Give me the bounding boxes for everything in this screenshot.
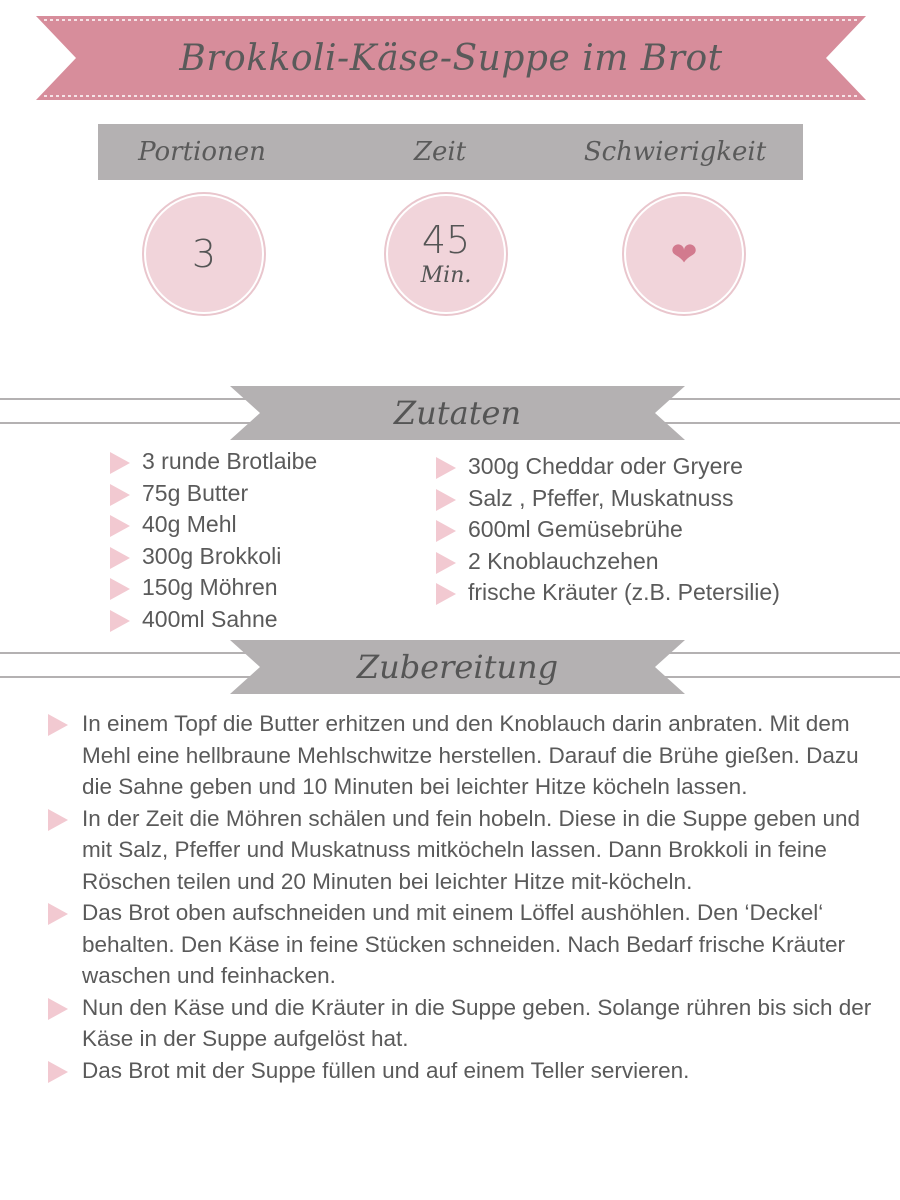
triangle-bullet-icon [436,489,456,511]
preparation-steps [48,708,878,1086]
triangle-bullet-icon [110,515,130,537]
portions-label: Portionen [138,137,266,167]
triangle-bullet-icon [48,998,68,1020]
ingredients-right-list [436,451,780,609]
list-item: 600ml Gemüsebrühe [436,514,780,546]
list-item: 300g Cheddar oder Gryere [436,451,780,483]
list-item: 2 Knoblauchzehen [436,546,780,578]
portions-circle [146,196,262,312]
heart-icon: ❤ [670,236,698,272]
time-unit: Min. [420,262,472,288]
triangle-bullet-icon [110,452,130,474]
triangle-bullet-icon [436,520,456,542]
list-item: 300g Brokkoli [110,541,317,573]
list-item: 3 runde Brotlaibe [110,446,317,478]
triangle-bullet-icon [48,809,68,831]
triangle-bullet-icon [110,610,130,632]
list-item: 400ml Sahne [110,604,317,636]
portions-value: 3 [191,232,217,276]
step-item: Das Brot oben aufschneiden und mit einem Löffel aushöhlen. Den ‘Deckel‘ behalten. Den Käse in feine Stücken schneiden. Nach Bedarf frische Kräuter waschen und feinhacken. [48,897,878,992]
triangle-bullet-icon [436,552,456,574]
difficulty-label: Schwierigkeit [583,137,767,167]
ingredients-left-list [110,446,317,635]
triangle-bullet-icon [48,714,68,736]
ingredients-ribbon [230,386,685,440]
time-label: Zeit [413,137,467,167]
triangle-bullet-icon [110,547,130,569]
list-item: 75g Butter [110,478,317,510]
time-value: 45 [421,217,471,262]
triangle-bullet-icon [48,1061,68,1083]
title-banner [36,16,866,100]
list-item: Salz , Pfeffer, Muskatnuss [436,483,780,515]
step-item: In einem Topf die Butter erhitzen und den Knoblauch darin anbraten. Mit dem Mehl eine hellbraune Mehlschwitze herstellen. Darauf die Brühe gießen. Dazu die Sahne geben und 10 Minuten bei leichter Hitze köcheln lassen. [48,708,878,803]
time-circle [388,196,504,312]
preparation-heading: Zubereitung [356,648,559,686]
triangle-bullet-icon [110,484,130,506]
triangle-bullet-icon [48,903,68,925]
list-item: frische Kräuter (z.B. Petersilie) [436,577,780,609]
list-item: 40g Mehl [110,509,317,541]
triangle-bullet-icon [436,583,456,605]
triangle-bullet-icon [110,578,130,600]
ingredients-heading: Zutaten [393,394,522,432]
page-title: Brokkoli-Käse-Suppe im Brot [179,37,723,79]
list-item: 150g Möhren [110,572,317,604]
preparation-ribbon [230,640,685,694]
triangle-bullet-icon [436,457,456,479]
difficulty-circle [626,196,742,312]
step-item: In der Zeit die Möhren schälen und fein hobeln. Diese in die Suppe geben und mit Salz, Pfeffer und Muskatnuss mitköcheln lassen. Dann Brokkoli in feine Röschen teilen und 20 Minuten bei leichter Hitze mit-köcheln. [48,803,878,898]
step-item: Nun den Käse und die Kräuter in die Suppe geben. Solange rühren bis sich der Käse in der Suppe aufgelöst hat. [48,992,878,1055]
step-item: Das Brot mit der Suppe füllen und auf einem Teller servieren. [48,1055,878,1087]
